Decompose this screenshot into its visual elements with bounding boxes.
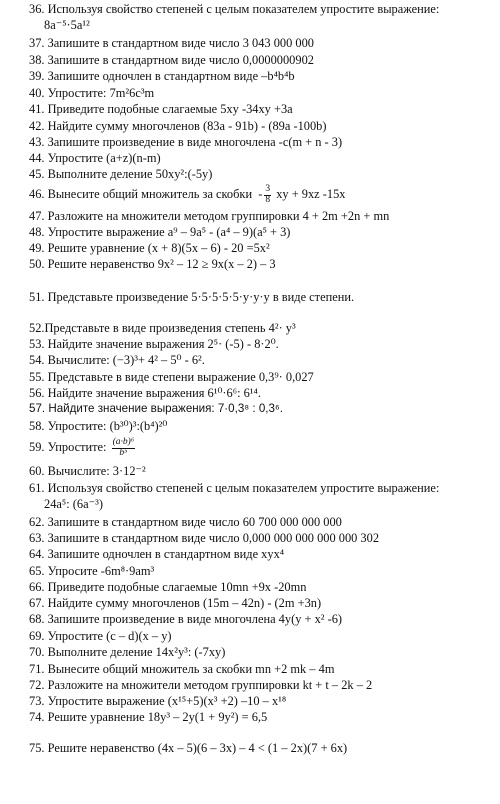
task-73: 73. Упростите выражение (x¹⁵+5)(x³ +2) –10 – x¹⁸ [29, 694, 287, 708]
task-59-fraction [112, 438, 136, 458]
task-36: 36. Используя свойство степеней с целым показателем упростите выражение: [29, 2, 440, 16]
task-46-label: 46. Вынесите общий множитель за скобки [29, 187, 253, 201]
task-58: 58. Упростите: (b³⁰)³:(b⁴)²⁰ [29, 419, 168, 433]
task-41: 41. Приведите подобные слагаемые 5xy -34xy +3a [29, 102, 293, 116]
task-74: 74. Решите уравнение 18y³ – 2y(1 + 9y²) = 6,5 [29, 710, 268, 724]
task-64: 64. Запишите одночлен в стандартном виде xyx⁴ [29, 547, 285, 561]
task-53: 53. Найдите значение выражения 2⁵· (-5) - 8·2⁰. [29, 337, 279, 351]
task-69: 69. Упростите (c – d)(x – y) [29, 629, 172, 643]
task-56: 56. Найдите значение выражения 6¹⁰·6⁶: 6¹⁴. [29, 386, 261, 400]
task-72: 72. Разложите на множители методом группировки kt + t – 2k – 2 [29, 678, 373, 692]
task-67: 67. Найдите сумму многочленов (15m – 42n) - (2m +3n) [29, 596, 322, 610]
task-70: 70. Выполните деление 14x²y³: (-7xy) [29, 645, 226, 659]
task-47: 47. Разложите на множители методом группировки 4 + 2m +2n + mn [29, 209, 390, 223]
fraction-denominator: b⁵ [119, 447, 128, 458]
task-75: 75. Решите неравенство (4x – 5)(6 – 3x) – 4 < (1 – 2x)(7 + 6x) [29, 741, 348, 755]
task-60: 60. Вычислите: 3·12⁻² [29, 464, 146, 478]
task-37: 37. Запишите в стандартном виде число 3 043 000 000 [29, 36, 314, 50]
task-62: 62. Запишите в стандартном виде число 60 700 000 000 000 [29, 515, 342, 529]
task-55: 55. Представьте в виде степени выражение 0,3⁹· 0,027 [29, 370, 314, 384]
task-46 [29, 183, 498, 205]
fraction-numerator: (a·b)⁶ [112, 437, 135, 448]
task-59 [29, 435, 498, 459]
task-61: 61. Используя свойство степеней с целым показателем упростите выражение: [29, 481, 440, 495]
task-65: 65. Упросите -6m⁸·9am³ [29, 564, 155, 578]
task-36-expression: 8a⁻⁵·5a¹² [44, 18, 90, 32]
task-40: 40. Упростите: 7m²6c³m [29, 86, 155, 100]
task-38: 38. Запишите в стандартном виде число 0,0000000902 [29, 53, 314, 67]
task-42: 42. Найдите сумму многочленов (83a - 91b) - (89a -100b) [29, 119, 327, 133]
task-46-expression: xy + 9xz -15x [276, 187, 346, 201]
task-68: 68. Запишите произведение в виде многочлена 4y(y + x² -6) [29, 612, 343, 626]
task-46-sign: - [258, 187, 263, 201]
task-46-fraction [264, 185, 271, 205]
task-63: 63. Запишите в стандартном виде число 0,000 000 000 000 000 302 [29, 531, 380, 545]
task-44: 44. Упростите (a+z)(n-m) [29, 151, 161, 165]
task-52: 52.Представьте в виде произведения степень 4²· y³ [29, 321, 296, 335]
fraction-denominator: 8 [265, 194, 271, 205]
task-51: 51. Представьте произведение 5·5·5·5·5·y·y·y в виде степени. [29, 290, 355, 304]
task-43: 43. Запишите произведение в виде многочлена -c(m + n - 3) [29, 135, 343, 149]
task-39: 39. Запишите одночлен в стандартном виде –b⁴b⁴b [29, 69, 295, 83]
task-59-label: 59. Упростите: [29, 440, 107, 454]
task-57: 57. Найдите значение выражения: 7·0,3⁸ : 0,3⁶. [29, 402, 283, 415]
task-71: 71. Вынесите общий множитель за скобки mn +2 mk – 4m [29, 662, 335, 676]
task-49: 49. Решите уравнение (x + 8)(5x – 6) - 20 =5x² [29, 241, 270, 255]
task-54: 54. Вычислите: (−3)³+ 4² – 5⁰ - 6². [29, 353, 205, 367]
task-45: 45. Выполните деление 50xy²:(-5y) [29, 167, 213, 181]
task-50: 50. Решите неравенство 9x² – 12 ≥ 9x(x – 2) – 3 [29, 257, 276, 271]
task-48: 48. Упростите выражение a⁹ – 9a⁵ - (a⁴ – 9)(a⁵ + 3) [29, 225, 291, 239]
task-61-expression: 24a⁵: (6a⁻³) [44, 497, 103, 511]
fraction-numerator: 3 [265, 184, 271, 195]
task-66: 66. Приведите подобные слагаемые 10mn +9x -20mn [29, 580, 307, 594]
